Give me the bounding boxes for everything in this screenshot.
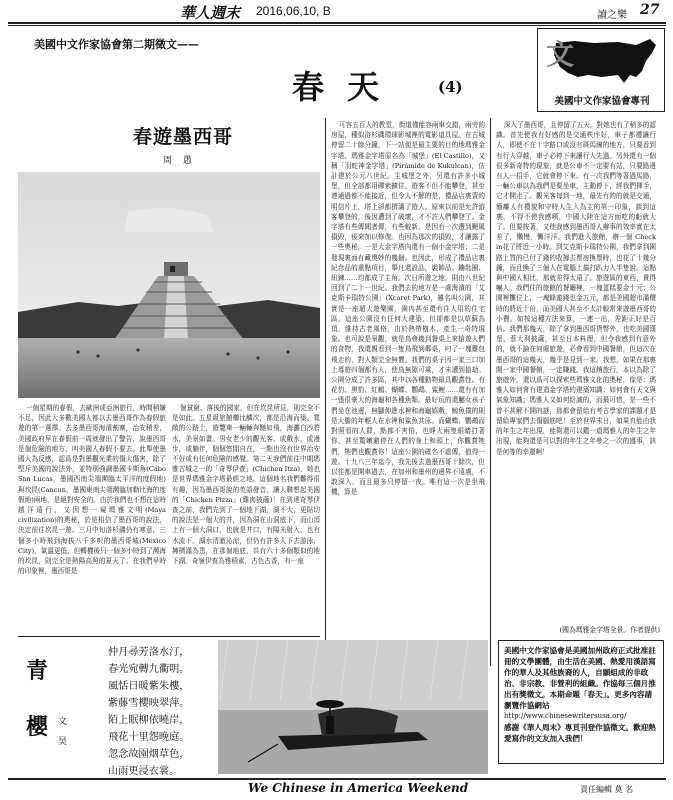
boat-rain-photo	[218, 640, 488, 774]
article-author: 周 愚	[163, 156, 196, 166]
article-column-2-text: 個貧窮、落後的國家，但在坎昆所見，則完全不是如此。五星級旅館櫛比鱗次，都是沿海而築。寬敞的公路上，遊覽車一輛輛奔馳如飛，海灘白沙碧水，美景如畫。男女老少的觀光客，或戲水，或漫步，或躺伴，個個悠閒自在，一點也沒有世界治安不好或有任何危險的感覺。第二天我們前往中期瑪雅古城之一的「奇琴伊查」(Chichen Itza)，她也是世界瑪雅金字塔最經之地。這個地名我們難得很有趣，因為墨西哥說的英語發音，讓人聯想起美國的「Chicken Pizza」(雞肉披薩)！在到達奇琴伊查之前，我們先到了一個地下湖，湖不大，更貼切的說法是一個大的井，因為洞在山洞底下，而山頂上有一個大洞口，也就是井口，有陽光射入，也有水流下。湖水清澈沁涼，但仍有許多人下去游泳，擁擠滿為患，在那個地底，共有六十多個類似的地下湖。奇嶺伊查為雅積素，古色古香，有一座	[172, 404, 320, 566]
poem-top-rule	[18, 636, 320, 637]
series-title: 美國中文作家協會第二期徵文——	[34, 38, 199, 51]
poem-line: 飛花十里怨晚庭。	[108, 732, 190, 743]
notice-box	[498, 640, 664, 764]
column-rule-1	[325, 118, 326, 666]
article-column-4	[496, 120, 656, 620]
page-number: 27	[640, 2, 660, 18]
notice-text: 美國中文作家協會是美國加州政府正式批准註冊的文學團體，由生活在美國、熱愛用漢語寫作的華人及其他族裔的人，自願組成的非政治、非宗教、非營利的組織。作協每三個月推出有獎徵文。本期命題「春天」。更多內容請瀏覽作協網站	[504, 646, 656, 710]
column-rule-2	[490, 118, 491, 666]
installment-number: (4)	[438, 78, 463, 96]
article-column-4-text: 深入了墨西哥，且停留了五天，對她也有了稍多的認識。首先使我有好感的是交通秩序好，車子都禮讓行人，即使不在十字路口或沒有斑馬線的地方，只要看到有行人穿越，車子必停下來讓行人先過。另外還有一個很多新奇特的現象，就是公車不一定要有站，只要路邊有人一招手，它就會停下來。有一次我們等著過馬路，一輛公車以為我們是要坐車，主動停下，經我們揮手，它才開走了。觀光客每到一地，最先有的的就是交通，簡離人有禮貌和守時人生入為主的第一印象，談到這裏，不得不使我感嘆，中國大陸在這方面吃的虧就大了。但要按著，又使我感到墨西哥人辦事的效率實在太差了，懶慢，懶洋洋。我們進入旅館，辦一個 Check in花了將近一小時。到艾克斯卡瑞特公園，我們拿到園路上買的已付了錢的收據去票房換票時，也花了十幾分鐘，而且換了三個人在電腦上搞打趴力入半隻說。這點與中國人相比，那就差得太遠了。旅遊區的東西，貴得嚇人。我們住的旅館的餐廳裡，一塊蛋糕要金十元；公園裡攤位上，一塊蜂蜜錢也金五元，都是美國超市滿價時的將近十倍，而美國人甚至不太計較常來遊墨西哥的小費。如按這種方法來算，一連一出，差距正好是百倍。我們那幾天，除了拿到墨西哥貨幣外，也吃美國漢堡，惹大利披薩，甚至日本料理，但令我感到有意外的，就不論在何處旅遊，必會看到中國餐館，但這次在墨西哥的這幾天，幾乎是見到一家。我想，如果在那裏開一家中國餐館，一定賺錢。我這趟旅行，本以為除了旅遊外，還以爲可以探索些瑪雅文化的奧秘，像是：瑪雅人如何會有建造金字塔的建築知識；如何會有天文與氣象知識；瑪雅人又如何紛滅的，而最可惜，是一些不曾不甚解不開的謎，那都會留給有考古學家的課題才是留給專家們去傷腦筋吧！至於世界末日，如果真能由我的年生之年出現，能夠還可以鑑一道瑪雅人的年生之年出現，能夠還是可以對的年生之年參之一次的盛事，該是何等的幸運啊！	[496, 121, 656, 456]
poem-body	[108, 644, 212, 780]
notice-thanks: 感謝《華人周末》專頁刊登作協徵文。歡迎熱愛寫作的文友加入我們！	[504, 723, 656, 743]
website-link[interactable]: http://www.chinesewritersusa.org/	[504, 712, 627, 720]
article-title: 春遊墨西哥	[133, 126, 234, 148]
poem-line: 春光宛轉九衢明。	[108, 664, 190, 675]
article-column-3	[331, 120, 485, 666]
editor-credit: 責任編輯 莫 名	[580, 785, 634, 794]
poem-title-2: 櫻	[26, 714, 49, 740]
article-column-3-text: 可容五百人的教堂，街道僅能容兩車交錯，兩旁的房屋，種似浴杉磯環球影城裡的電影道具屋。在古城停留二十餘分鐘，下一站便是最主要的目的地瑪雅金字塔。瑪雅金字塔原名為「城堡」(El Castillo)，又稱「羽蛇神金字塔」(Pirámide de Kukulcan)，估計建於公元八世紀。主城堡之外，另還有許多小城堡，但全部都用礫索擴住，遊客不但不能攀登，甚至連通過都不能接近，但令人不解的是，禮品店裏賣的明信片上，塔上卻都擠滿了遊人。原來以前是允許游客攀登的，後因遭到了破壞，才不許人們攀登了。金字塔有些傳聞者傳，有些較新，是因有一次遭到颶風損毁，後來加以修復。也因為那次的損毁，才讓露了一些奧秘，一是大金字塔內還有一個小金字塔；二是發現裏面有藏奧妙的幾個。也因此，形成了禮品店裏紀念品的重點項目，舉凡還設品，裝飾品、鑰匙圈、紐鍊……均都成了主角。次日所遊之地，則由八世紀回到了二十一世紀。我們去的地方是一處海濱的「艾克斯卡瑞特公園」(Xcaret Park)，雖名叫公園，其實是一座超大遊樂園，園內甚至還有住人用的住宅區。這座公園沒有任何大建築，但卻都是以草蘇為頂，維持古老風格，由於熱帶樹木，產生一奇特現象。也可說是景觀，就是鳥會幾到餐桌上來搶遊人們的食物，我還親看到一隻鳥飛到鄰桌，叼了一塊雞包飛走的，對人類完全無懼。我們的桌子因一家三口加上導遊四個都有人，使鳥無隙可乘，才未遭到搶劫。公園分成了許多區，其中以各種動物最具觀賞性。有花豹、黑豹、紅鶴、蝴蝶、鸚鵡、鯊鯉……還有有加一張很豪大的海龜和各種魚類。最好玩的還屬女孩子們坐在池邊，無腳伸進水裡和海龜嬉戲，鯨魚撲的則是大膽的年輕人在水裡和鯊魚共泳。而蝴蝶、鸚鵡而對照看的人群，點都不害怕，也睜大兩隻眼睛打著你，甚至驚嫩避停在人們的身上和頭上，你觀賞牠們，牠們也觀賞你！這座公園的確名不虛傳，值得一遊。十九八三年迄今，我先後去過墨西哥十餘次，但以往都是開車過去，在加州和墨州的邊界不遠處，不敢深入，而且最多只停留一夜。唯有這一次是坐飛機，算是	[331, 121, 485, 497]
footer-slogan: We Chinese in America Weekend	[248, 781, 469, 795]
article-column-2	[172, 403, 320, 627]
footer-rule	[8, 778, 666, 780]
poem-line: 紫藤雪櫻映翠萍。	[108, 698, 190, 709]
issue-date: 2016,06,10, B	[256, 4, 331, 18]
header-rule	[8, 22, 666, 24]
photo-caption: (國為瑪雅金字塔全景。作者提供)	[559, 626, 660, 634]
poem-title-1: 青	[26, 658, 49, 684]
article-column-1-text: 一個星期的春假，去歐洲或亞洲旅行，時間稍嫌不足，因此大多數美國人都以去墨西哥作為春假旅遊的第一選擇。去多墨西哥海濱割寨，治安稍差，美國政府早在春假前一周就發出了警告，說墨西哥是個危險的地方，叫美國人春假不要去。此舉使墨國人為反感，認爲是對墨觀光業的傷大傷害，除了堅斥美國的說法外，並特別強調墨國卡斯角(Cabo San Lucas，墨國西南尖端瀕臨太平洋的度假地)與坎昆(Cancun，墨國東南尖端瀕臨加勒比海的度假地)兩地，是絕對安全的。由於我們也不想在這時越洋遠行，又因想一窺瑪雅文明(Maya civilization)的奧秘，於是相信了墨西哥的說法，決定前往坎昆一遊。三月中旬洛杉磯仍有寒意，三個多小時飛到海拔八千多呎的墨西哥城(Mexico City)，氣溫更低，但轉機後只一個多小時到了瀕海的坎昆，則完全是熱陽高照的夏天了。在我們早時的印象裡，墨西哥是	[18, 404, 166, 576]
association-logo	[537, 28, 665, 112]
poem-line: 忽念故園烟草色，	[108, 749, 190, 760]
masthead	[0, 0, 673, 24]
poem-line: 仲月尋芳洛水汀，	[108, 647, 190, 658]
poem-line: 陌上眠柳依曉岸，	[108, 715, 190, 726]
poem-author: 文 昊	[58, 717, 68, 747]
logo-character: 文	[546, 38, 575, 71]
paper-name: 華人週末	[180, 4, 241, 22]
header-rule-thin	[8, 25, 666, 26]
pyramid-photo	[18, 172, 320, 398]
logo-caption: 美國中文作家協會專刊	[554, 96, 650, 107]
section-name: 讀之樂	[597, 10, 627, 21]
poem-line: 風恬日暖紫朱樓，	[108, 681, 190, 692]
poem-line: 山雨更浸衣裳。	[108, 766, 180, 777]
article-column-1	[18, 403, 166, 627]
theme-title: 春 天	[292, 68, 386, 106]
